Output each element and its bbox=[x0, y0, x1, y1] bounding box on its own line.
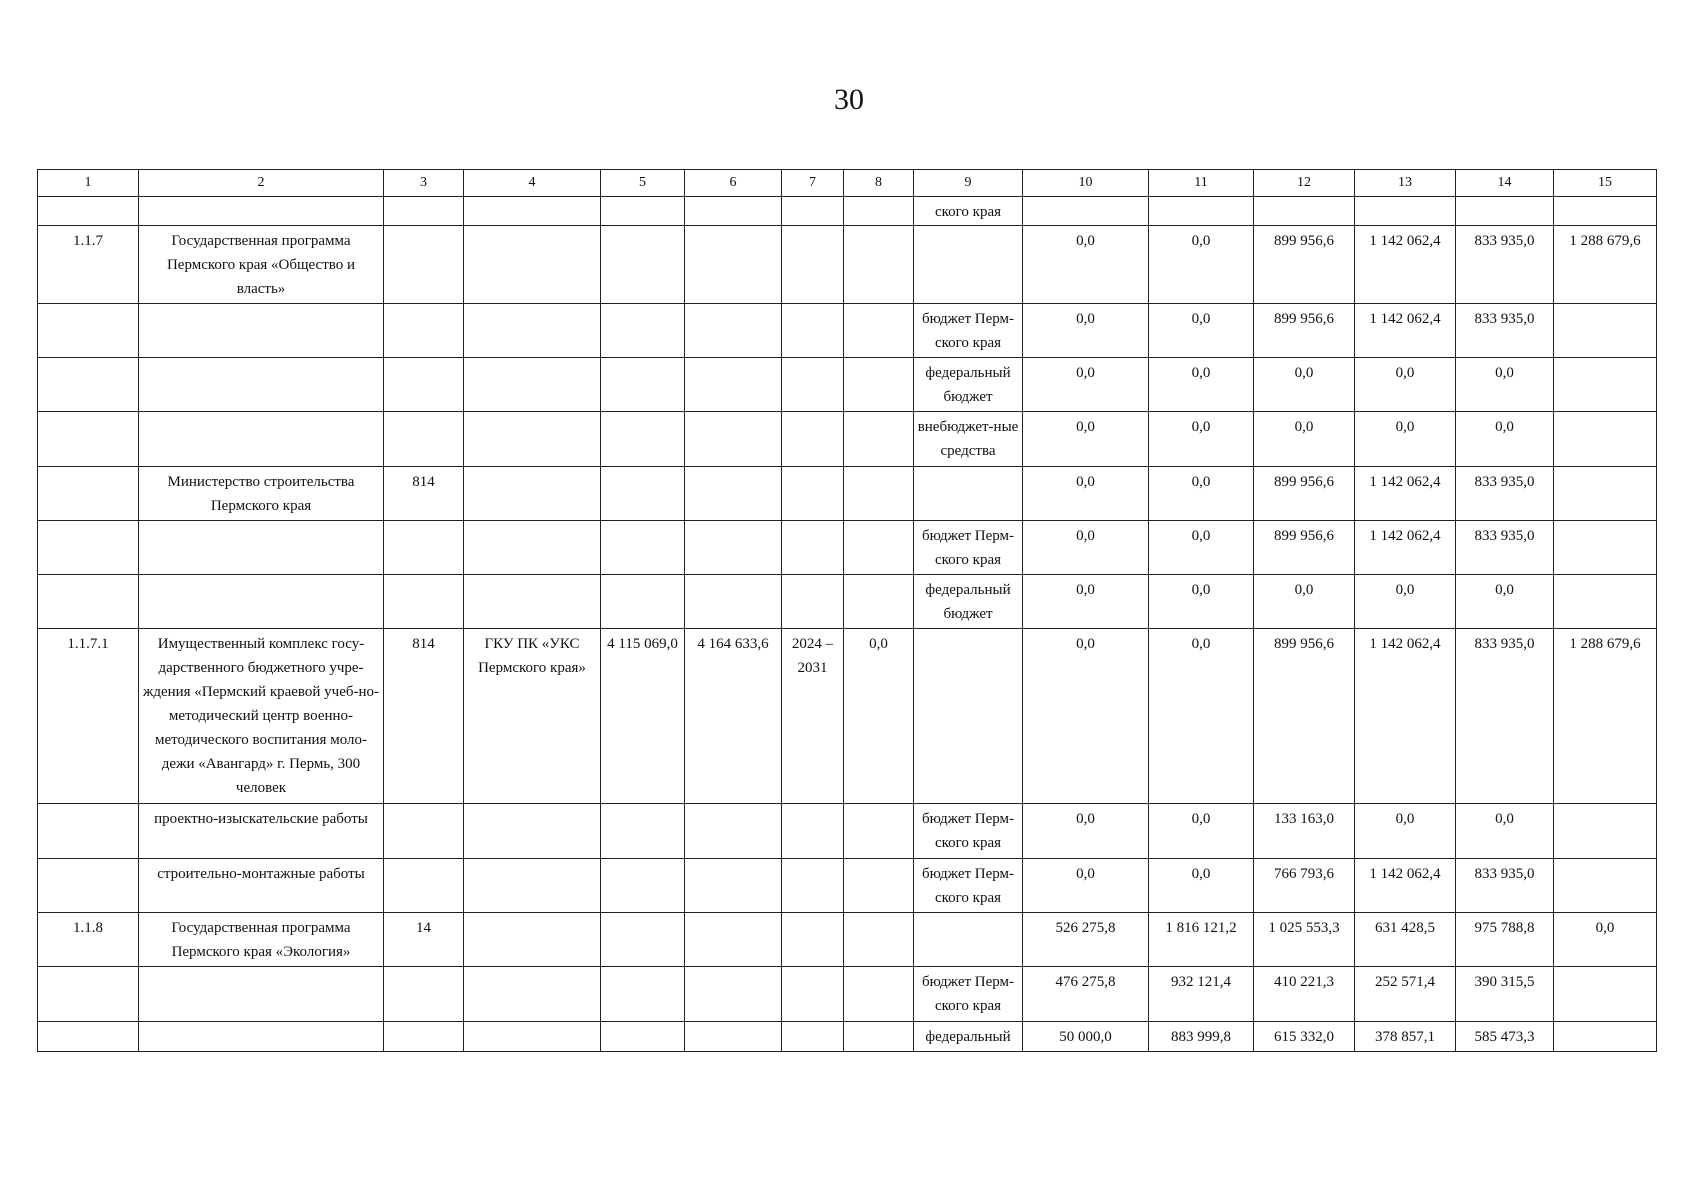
table-cell: 0,0 bbox=[1254, 575, 1355, 629]
table-cell bbox=[601, 467, 685, 521]
table-cell bbox=[38, 412, 139, 467]
table-cell: 1 142 062,4 bbox=[1355, 304, 1456, 358]
table-cell bbox=[384, 226, 464, 304]
table-cell: проектно-изыскательские работы bbox=[139, 804, 384, 859]
table-cell bbox=[685, 226, 782, 304]
table-cell: 1 142 062,4 bbox=[1355, 521, 1456, 575]
table-cell: 1 142 062,4 bbox=[1355, 859, 1456, 913]
table-cell: 0,0 bbox=[1149, 412, 1254, 467]
table-cell: 0,0 bbox=[1023, 859, 1149, 913]
table-cell: 1 142 062,4 bbox=[1355, 629, 1456, 804]
table-cell bbox=[464, 913, 601, 967]
table-cell bbox=[384, 412, 464, 467]
table-cell: бюджет Перм-ского края bbox=[914, 521, 1023, 575]
table-cell: 1 142 062,4 bbox=[1355, 467, 1456, 521]
table-cell bbox=[464, 226, 601, 304]
table-cell bbox=[1554, 804, 1657, 859]
table-cell bbox=[384, 804, 464, 859]
table-cell: 899 956,6 bbox=[1254, 521, 1355, 575]
table-cell bbox=[782, 521, 844, 575]
table-cell: 833 935,0 bbox=[1456, 467, 1554, 521]
table-cell: 0,0 bbox=[1023, 575, 1149, 629]
table-cell bbox=[914, 226, 1023, 304]
table-cell: 932 121,4 bbox=[1149, 967, 1254, 1022]
column-number-row bbox=[38, 170, 1657, 197]
table-cell: 0,0 bbox=[1149, 358, 1254, 412]
table-cell bbox=[782, 1022, 844, 1052]
column-number-cell: 11 bbox=[1149, 170, 1254, 197]
table-cell bbox=[844, 467, 914, 521]
table-row bbox=[38, 575, 1657, 629]
table-cell: 378 857,1 bbox=[1355, 1022, 1456, 1052]
table-cell: ского края bbox=[914, 197, 1023, 226]
table-cell bbox=[844, 967, 914, 1022]
table-cell bbox=[38, 804, 139, 859]
table-row bbox=[38, 358, 1657, 412]
table-cell bbox=[1254, 197, 1355, 226]
table-cell: 0,0 bbox=[1355, 358, 1456, 412]
table-cell bbox=[384, 1022, 464, 1052]
table-row bbox=[38, 467, 1657, 521]
table-cell bbox=[38, 304, 139, 358]
table-cell: 14 bbox=[384, 913, 464, 967]
table-cell: 631 428,5 bbox=[1355, 913, 1456, 967]
table-cell: 1.1.7.1 bbox=[38, 629, 139, 804]
table-cell: 833 935,0 bbox=[1456, 629, 1554, 804]
table-cell bbox=[844, 575, 914, 629]
table-cell: 1 288 679,6 bbox=[1554, 629, 1657, 804]
table-cell: 0,0 bbox=[1023, 467, 1149, 521]
table-cell bbox=[384, 521, 464, 575]
table-cell bbox=[782, 804, 844, 859]
table-cell: 410 221,3 bbox=[1254, 967, 1355, 1022]
table-cell: 1.1.7 bbox=[38, 226, 139, 304]
table-cell bbox=[38, 859, 139, 913]
table-cell: 899 956,6 bbox=[1254, 226, 1355, 304]
table-cell: 0,0 bbox=[1149, 859, 1254, 913]
table-cell bbox=[464, 804, 601, 859]
table-cell: 899 956,6 bbox=[1254, 629, 1355, 804]
table-cell: 0,0 bbox=[844, 629, 914, 804]
table-cell: 2024 – 2031 bbox=[782, 629, 844, 804]
table-cell: 0,0 bbox=[1023, 358, 1149, 412]
table-cell bbox=[464, 467, 601, 521]
table-cell: 0,0 bbox=[1149, 226, 1254, 304]
table-cell bbox=[464, 358, 601, 412]
table-cell bbox=[685, 304, 782, 358]
table-row bbox=[38, 967, 1657, 1022]
table-cell: 833 935,0 bbox=[1456, 226, 1554, 304]
table-cell bbox=[685, 197, 782, 226]
page-number: 30 bbox=[834, 83, 864, 116]
table-cell bbox=[464, 197, 601, 226]
table-cell: 975 788,8 bbox=[1456, 913, 1554, 967]
table-cell bbox=[464, 521, 601, 575]
table-cell bbox=[601, 1022, 685, 1052]
table-row bbox=[38, 304, 1657, 358]
table-cell bbox=[601, 859, 685, 913]
table-cell: 0,0 bbox=[1456, 804, 1554, 859]
table-cell: 0,0 bbox=[1456, 412, 1554, 467]
table-cell bbox=[914, 913, 1023, 967]
table-row bbox=[38, 412, 1657, 467]
column-number-cell: 12 bbox=[1254, 170, 1355, 197]
table-cell bbox=[38, 967, 139, 1022]
table-cell bbox=[844, 358, 914, 412]
table-cell bbox=[685, 412, 782, 467]
table-cell bbox=[464, 575, 601, 629]
table-cell bbox=[1554, 467, 1657, 521]
table-cell bbox=[384, 967, 464, 1022]
table-cell: федеральный бюджет bbox=[914, 575, 1023, 629]
table-cell: 0,0 bbox=[1023, 629, 1149, 804]
table-cell bbox=[685, 521, 782, 575]
table-cell bbox=[38, 1022, 139, 1052]
table-row bbox=[38, 629, 1657, 804]
table-cell bbox=[139, 521, 384, 575]
table-cell bbox=[601, 226, 685, 304]
table-cell bbox=[464, 412, 601, 467]
table-cell bbox=[1554, 859, 1657, 913]
column-number-cell: 14 bbox=[1456, 170, 1554, 197]
table-cell bbox=[782, 967, 844, 1022]
table-cell: 833 935,0 bbox=[1456, 521, 1554, 575]
table-cell: 0,0 bbox=[1456, 358, 1554, 412]
table-row bbox=[38, 913, 1657, 967]
table-cell: 0,0 bbox=[1355, 804, 1456, 859]
table-cell bbox=[601, 412, 685, 467]
table-cell bbox=[914, 629, 1023, 804]
table-cell: 0,0 bbox=[1023, 412, 1149, 467]
table-cell bbox=[844, 1022, 914, 1052]
table-cell: 0,0 bbox=[1023, 226, 1149, 304]
table-cell bbox=[601, 967, 685, 1022]
table-cell bbox=[685, 913, 782, 967]
table-cell bbox=[1554, 197, 1657, 226]
table-cell: 899 956,6 bbox=[1254, 467, 1355, 521]
column-number-cell: 9 bbox=[914, 170, 1023, 197]
table-cell bbox=[1554, 967, 1657, 1022]
table-cell bbox=[38, 575, 139, 629]
table-cell: строительно-монтажные работы bbox=[139, 859, 384, 913]
table-cell bbox=[1355, 197, 1456, 226]
table-cell: 0,0 bbox=[1023, 804, 1149, 859]
table-cell: 0,0 bbox=[1355, 575, 1456, 629]
table-cell: бюджет Перм-ского края bbox=[914, 304, 1023, 358]
table-cell bbox=[685, 467, 782, 521]
table-cell bbox=[844, 197, 914, 226]
column-number-cell: 2 bbox=[139, 170, 384, 197]
table-cell bbox=[139, 1022, 384, 1052]
table-cell bbox=[685, 859, 782, 913]
table-cell bbox=[384, 304, 464, 358]
table-cell bbox=[139, 575, 384, 629]
table-cell: 814 bbox=[384, 629, 464, 804]
table-cell: 252 571,4 bbox=[1355, 967, 1456, 1022]
table-cell bbox=[844, 804, 914, 859]
table-cell: 814 bbox=[384, 467, 464, 521]
table-cell bbox=[1554, 358, 1657, 412]
table-cell bbox=[601, 304, 685, 358]
table-cell bbox=[782, 226, 844, 304]
table-cell: 1 816 121,2 bbox=[1149, 913, 1254, 967]
column-number-cell: 5 bbox=[601, 170, 685, 197]
table-cell bbox=[782, 859, 844, 913]
table-cell bbox=[782, 412, 844, 467]
table-cell bbox=[464, 304, 601, 358]
table-cell: 0,0 bbox=[1254, 358, 1355, 412]
table-cell: 0,0 bbox=[1149, 804, 1254, 859]
table-cell: федеральный бюджет bbox=[914, 358, 1023, 412]
column-number-cell: 1 bbox=[38, 170, 139, 197]
table-cell: 50 000,0 bbox=[1023, 1022, 1149, 1052]
table-row bbox=[38, 1022, 1657, 1052]
table-cell: 833 935,0 bbox=[1456, 304, 1554, 358]
table-cell bbox=[384, 358, 464, 412]
column-number-cell: 7 bbox=[782, 170, 844, 197]
table-cell bbox=[685, 967, 782, 1022]
table-cell bbox=[601, 575, 685, 629]
table-cell bbox=[685, 804, 782, 859]
table-cell bbox=[1554, 575, 1657, 629]
table-cell bbox=[685, 358, 782, 412]
table-cell bbox=[782, 304, 844, 358]
table-cell bbox=[782, 913, 844, 967]
table-cell bbox=[844, 412, 914, 467]
table-cell bbox=[844, 226, 914, 304]
table-cell: 615 332,0 bbox=[1254, 1022, 1355, 1052]
table-cell bbox=[782, 358, 844, 412]
table-cell: 0,0 bbox=[1149, 304, 1254, 358]
table-cell bbox=[914, 467, 1023, 521]
table-cell bbox=[601, 804, 685, 859]
table-cell: 0,0 bbox=[1554, 913, 1657, 967]
table-cell: 133 163,0 bbox=[1254, 804, 1355, 859]
table-cell bbox=[844, 304, 914, 358]
column-number-cell: 10 bbox=[1023, 170, 1149, 197]
column-number-cell: 3 bbox=[384, 170, 464, 197]
table-cell: бюджет Перм-ского края bbox=[914, 859, 1023, 913]
table-cell bbox=[1149, 197, 1254, 226]
column-number-cell: 15 bbox=[1554, 170, 1657, 197]
column-number-cell: 8 bbox=[844, 170, 914, 197]
table-cell bbox=[38, 467, 139, 521]
table-cell: 4 115 069,0 bbox=[601, 629, 685, 804]
table-cell: 390 315,5 bbox=[1456, 967, 1554, 1022]
table-row bbox=[38, 197, 1657, 226]
table-cell: 899 956,6 bbox=[1254, 304, 1355, 358]
table-cell bbox=[384, 197, 464, 226]
table-cell: 766 793,6 bbox=[1254, 859, 1355, 913]
table-cell bbox=[844, 521, 914, 575]
table-cell bbox=[38, 358, 139, 412]
table-cell bbox=[844, 859, 914, 913]
budget-table bbox=[37, 169, 1657, 1052]
table-cell: Имущественный комплекс госу-дарственного бюджетного учре-ждения «Пермский краевой учеб-но-методический центр военно-методического воспитания моло-дежи «Авангард» г. Пермь, 300 человек bbox=[139, 629, 384, 804]
table-cell: 883 999,8 bbox=[1149, 1022, 1254, 1052]
table-cell: Министерство строительства Пермского края bbox=[139, 467, 384, 521]
column-number-cell: 4 bbox=[464, 170, 601, 197]
table-cell bbox=[384, 575, 464, 629]
table-cell bbox=[464, 1022, 601, 1052]
table-cell bbox=[685, 575, 782, 629]
table-cell bbox=[139, 304, 384, 358]
table-cell bbox=[139, 412, 384, 467]
table-cell: 1.1.8 bbox=[38, 913, 139, 967]
table-cell: 0,0 bbox=[1254, 412, 1355, 467]
table-cell bbox=[1554, 304, 1657, 358]
table-cell bbox=[601, 358, 685, 412]
column-number-cell: 13 bbox=[1355, 170, 1456, 197]
table-cell bbox=[782, 467, 844, 521]
table-cell bbox=[1554, 412, 1657, 467]
table-cell: бюджет Перм-ского края bbox=[914, 804, 1023, 859]
table-cell: 1 142 062,4 bbox=[1355, 226, 1456, 304]
table-cell bbox=[1456, 197, 1554, 226]
table-cell bbox=[38, 197, 139, 226]
table-cell bbox=[1023, 197, 1149, 226]
table-cell: 0,0 bbox=[1149, 521, 1254, 575]
table-cell: 0,0 bbox=[1023, 521, 1149, 575]
table-cell bbox=[139, 197, 384, 226]
table-cell bbox=[601, 521, 685, 575]
table-cell bbox=[782, 197, 844, 226]
table-cell: 1 025 553,3 bbox=[1254, 913, 1355, 967]
table-cell: 0,0 bbox=[1023, 304, 1149, 358]
table-cell bbox=[384, 859, 464, 913]
table-cell: 526 275,8 bbox=[1023, 913, 1149, 967]
table-row bbox=[38, 521, 1657, 575]
table-cell bbox=[782, 575, 844, 629]
table-cell: 1 288 679,6 bbox=[1554, 226, 1657, 304]
table-cell: 0,0 bbox=[1149, 575, 1254, 629]
table-cell: 476 275,8 bbox=[1023, 967, 1149, 1022]
table-cell bbox=[464, 967, 601, 1022]
table-cell bbox=[685, 1022, 782, 1052]
table-cell bbox=[601, 197, 685, 226]
table-cell: Государственная программа Пермского края «Экология» bbox=[139, 913, 384, 967]
table-cell: 0,0 bbox=[1355, 412, 1456, 467]
table-cell: 585 473,3 bbox=[1456, 1022, 1554, 1052]
table-cell: бюджет Перм-ского края bbox=[914, 967, 1023, 1022]
table-cell: 0,0 bbox=[1149, 467, 1254, 521]
table-cell bbox=[844, 913, 914, 967]
table-cell bbox=[601, 913, 685, 967]
table-cell bbox=[38, 521, 139, 575]
column-number-cell: 6 bbox=[685, 170, 782, 197]
table-cell bbox=[1554, 521, 1657, 575]
table-cell: 833 935,0 bbox=[1456, 859, 1554, 913]
table-cell bbox=[139, 967, 384, 1022]
table-cell: 0,0 bbox=[1149, 629, 1254, 804]
table-cell bbox=[1554, 1022, 1657, 1052]
table-cell: Государственная программа Пермского края «Общество и власть» bbox=[139, 226, 384, 304]
table-row bbox=[38, 859, 1657, 913]
table-cell: внебюджет-ные средства bbox=[914, 412, 1023, 467]
table-cell: федеральный bbox=[914, 1022, 1023, 1052]
table-cell bbox=[464, 859, 601, 913]
table-row bbox=[38, 226, 1657, 304]
table-cell bbox=[139, 358, 384, 412]
table-row bbox=[38, 804, 1657, 859]
table-cell: ГКУ ПК «УКС Пермского края» bbox=[464, 629, 601, 804]
table-cell: 4 164 633,6 bbox=[685, 629, 782, 804]
table-cell: 0,0 bbox=[1456, 575, 1554, 629]
